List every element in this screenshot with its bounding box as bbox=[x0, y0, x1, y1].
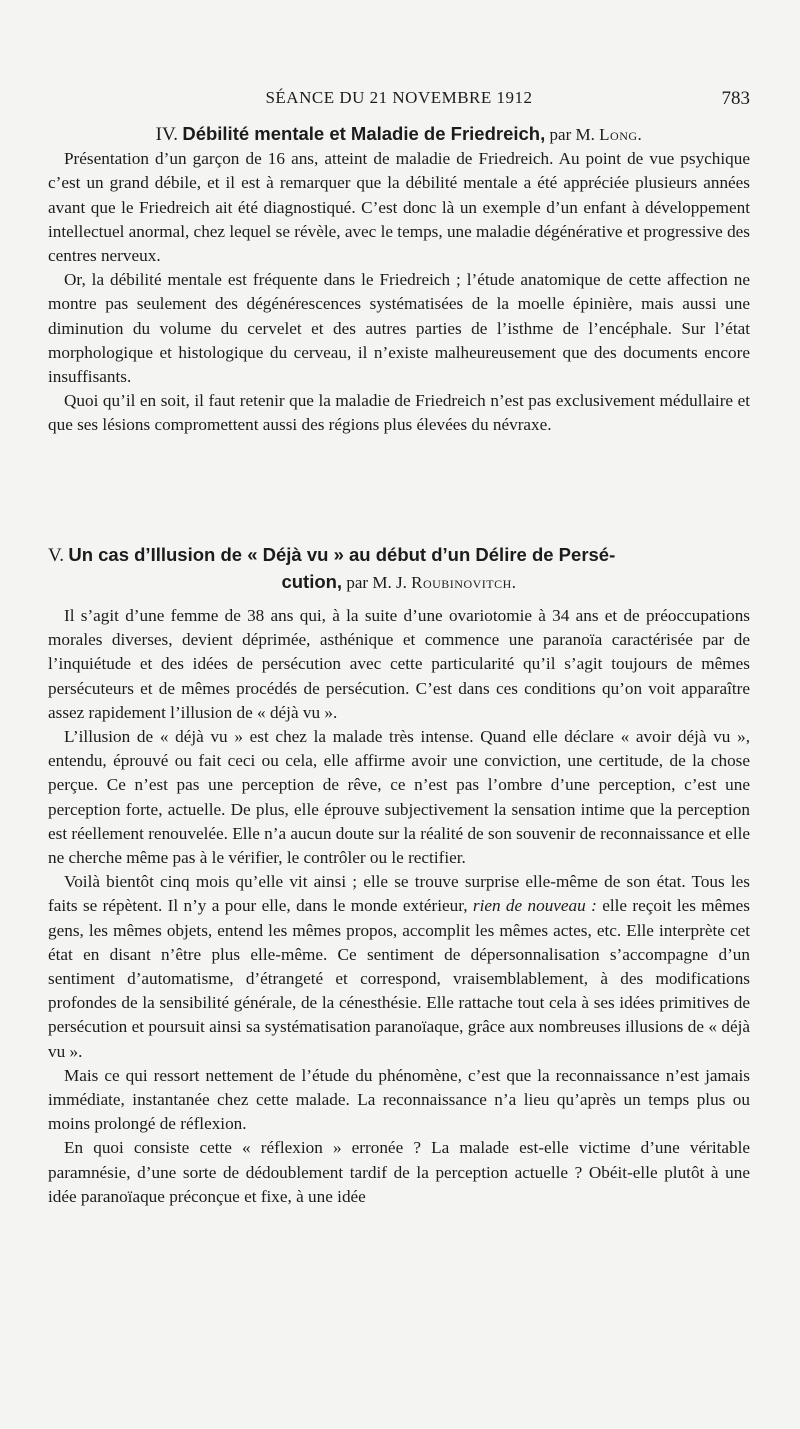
paragraph: Or, la débilité mentale est fréquente dans le Friedreich ; l’étude anatomique de cette affection ne montre pas seulement des dégénérescences systématisées de la moelle épinière, mais aussi une diminution du volume du cervelet et des autres parties de l’isthme de l’encéphale. Sur l’état morphologique et histologique du cerveau, il n’existe malheureusement que des documents encore insuffisants. bbox=[48, 270, 750, 387]
section-iv-author: Long. bbox=[599, 125, 643, 144]
section-iv-number: IV. bbox=[155, 124, 179, 145]
paragraph: Mais ce qui ressort nettement de l’étude du phénomène, c’est que la reconnaissance n’est jamais immédiate, instantanée chez cette malade. La reconnaissance n’a lieu qu’après un temps plus ou moins prolongé de réflexion. bbox=[48, 1065, 750, 1134]
running-head bbox=[48, 88, 750, 114]
section-v-by: par M. J. bbox=[346, 573, 407, 592]
paragraph-text: Voilà bientôt cinq mois qu’elle vit ainsi ; elle se trouve surprise elle-même de son état. Tous les faits se répètent. Il n’y a pour elle, dans le monde extérieur, bbox=[48, 872, 750, 916]
page-number: 783 bbox=[721, 88, 750, 109]
section-v-title-line1: Un cas d’Illusion de « Déjà vu » au début d’un Délire de Persé- bbox=[68, 544, 616, 565]
paragraph: Présentation d’un garçon de 16 ans, atteint de maladie de Friedreich. Au point de vue psychique c’est un grand débile, et il est à remarquer que la débilité mentale a été appréciée plusieurs années avant que le Friedreich ait été diagnostiqué. C’est donc là un exemple d’un enfant à développement intellectuel anormal, chez lequel se révèle, avec le temps, une maladie dégénérative et progressive des centres nerveux. bbox=[48, 149, 750, 266]
section-v bbox=[48, 542, 750, 1209]
section-v-title-line2: cution, bbox=[281, 571, 343, 592]
running-title: SÉANCE DU 21 NOVEMBRE 1912 bbox=[265, 88, 533, 107]
italic-phrase: rien de nouveau : bbox=[472, 896, 597, 916]
paragraph bbox=[48, 870, 750, 1064]
section-iv bbox=[48, 122, 750, 438]
section-v-number: V. bbox=[48, 545, 65, 566]
paragraph: En quoi consiste cette « réflexion » erronée ? La malade est-elle victime d’une véritable paramnésie, d’une sorte de dédoublement tardif de la perception actuelle ? Obéit-elle plutôt à une idée paranoïaque préconçue et fixe, à une idée bbox=[48, 1138, 750, 1206]
section-iv-title: Débilité mentale et Maladie de Friedreich, bbox=[182, 123, 546, 144]
paragraph-text: elle reçoit les mêmes gens, les mêmes objets, entend les mêmes propos, accomplit les mêmes actes, etc. Elle interprète cet état en disant n’être plus elle-même. Ce sentiment de dépersonnalisation s’accompagne d’un sentiment d’automatisme, d’étrangeté et correspond, vraisemblablement, à des modifications profondes de la sensibilité générale, de la cénesthésie. Elle rattache tout cela à ses idées primitives de persécution et poursuit ainsi sa systématisation paranoïaque, grâce aux nombreuses illusions de « déjà vu ». bbox=[48, 896, 750, 1061]
section-v-heading bbox=[48, 542, 750, 596]
paragraph: Quoi qu’il en soit, il faut retenir que la maladie de Friedreich n’est pas exclusivement médullaire et que ses lésions compromettent aussi des régions plus élevées du névraxe. bbox=[48, 391, 750, 435]
section-iv-heading bbox=[48, 122, 750, 147]
paragraph: Il s’agit d’une femme de 38 ans qui, à la suite d’une ovariotomie à 34 ans et de préoccupations morales diverses, devient déprimée, asthénique et commence une paranoïa caractérisée par de l’inquiétude et des idées de persécution avec cette particularité qu’il s’agit toujours de mêmes persécuteurs et de mêmes procédés de persécution. C’est dans ces conditions qu’on voit apparaître assez rapidement l’illusion de « déjà vu ». bbox=[48, 606, 750, 722]
section-iv-by: par M. bbox=[549, 125, 595, 144]
section-v-author: Roubinovitch. bbox=[411, 573, 517, 592]
paragraph: L’illusion de « déjà vu » est chez la malade très intense. Quand elle déclare « avoir déjà vu », entendu, éprouvé ou fait ceci ou cela, elle affirme avoir une conviction, une certitude, de la chose perçue. Ce n’est pas une perception de rêve, ce n’est pas l’ombre d’une perception, c’est une perception forte, actuelle. De plus, elle éprouve subjectivement la sensation intime que la perception est réellement renouvelée. Elle n’a aucun doute sur la réalité de son souvenir de reconnaissance et elle ne cherche même pas à le vérifier, le contrôler ou le rectifier. bbox=[48, 727, 750, 868]
